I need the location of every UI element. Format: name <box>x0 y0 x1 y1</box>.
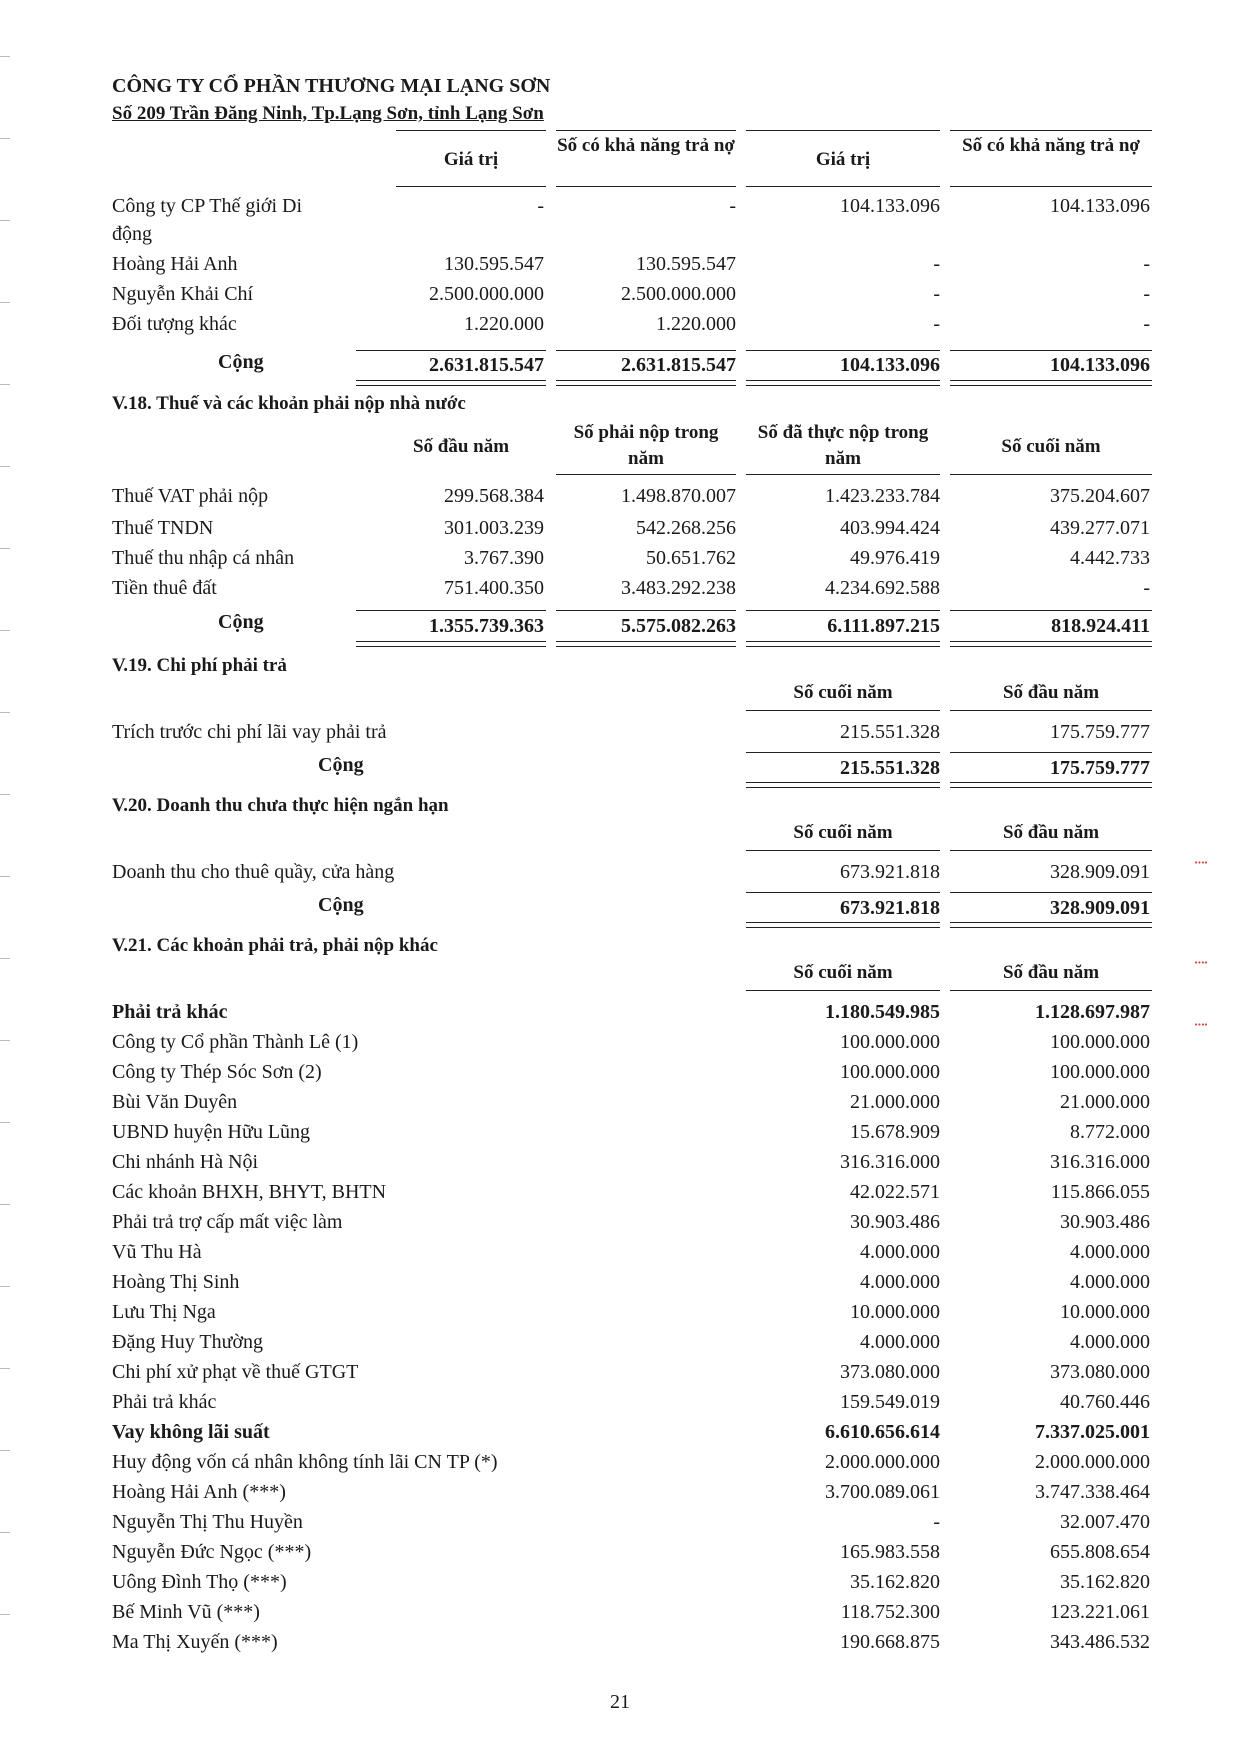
total-value: 175.759.777 <box>1050 757 1150 779</box>
cell-value: 373.080.000 <box>840 1361 940 1383</box>
company-name: CÔNG TY CỔ PHẦN THƯƠNG MẠI LẠNG SƠN <box>112 75 551 97</box>
total-label: Cộng <box>218 611 264 633</box>
cell-value: - <box>1143 577 1150 599</box>
cell-value: 1.220.000 <box>656 313 736 335</box>
cell-value: 751.400.350 <box>444 577 544 599</box>
cell-value: 115.866.055 <box>1050 1181 1150 1203</box>
header-rule <box>746 850 940 851</box>
edge-tick <box>0 466 10 467</box>
cell-value: 316.316.000 <box>1050 1151 1150 1173</box>
row-label: Vũ Thu Hà <box>112 1241 202 1263</box>
cell-value: 4.000.000 <box>1070 1271 1150 1293</box>
cell-value: 673.921.818 <box>840 861 940 883</box>
cell-value: 40.760.446 <box>1060 1391 1150 1413</box>
header-rule <box>746 186 940 187</box>
row-label: Công ty Cổ phần Thành Lê (1) <box>112 1031 359 1053</box>
double-underline <box>950 641 1152 647</box>
double-underline <box>950 782 1152 788</box>
cell-value: 1.180.549.985 <box>825 1001 940 1023</box>
cell-value: 1.128.697.987 <box>1035 1001 1150 1023</box>
total-rule <box>950 350 1152 351</box>
cell-value: 15.678.909 <box>850 1121 940 1143</box>
edge-tick <box>0 56 10 57</box>
col-header: Số đầu năm <box>1002 822 1100 843</box>
total-label: Cộng <box>318 754 364 776</box>
row-label: Thuế VAT phải nộp <box>112 485 269 507</box>
row-label: Phải trả trợ cấp mất việc làm <box>112 1211 343 1233</box>
cell-value: 4.000.000 <box>860 1241 940 1263</box>
row-label: Vay không lãi suất <box>112 1421 270 1443</box>
cell-value: - <box>1143 253 1150 275</box>
row-label: Công ty CP Thế giới Di <box>112 195 303 217</box>
total-value: 215.551.328 <box>840 757 940 779</box>
cell-value: 42.022.571 <box>850 1181 940 1203</box>
header-rule <box>396 130 546 131</box>
col-header: Số cuối năm <box>793 962 893 983</box>
cell-value: 4.000.000 <box>1070 1331 1150 1353</box>
row-label: Hoàng Thị Sinh <box>112 1271 240 1293</box>
header-rule <box>950 186 1152 187</box>
header-rule <box>950 710 1152 711</box>
cell-value: 165.983.558 <box>840 1541 940 1563</box>
cell-value: 375.204.607 <box>1050 485 1150 507</box>
cell-value: 10.000.000 <box>1060 1301 1150 1323</box>
total-rule <box>356 350 546 351</box>
row-label: Phải trả khác <box>112 1001 228 1023</box>
section-title-v18: V.18. Thuế và các khoản phải nộp nhà nước <box>112 393 466 414</box>
cell-value: 30.903.486 <box>850 1211 940 1233</box>
row-label: Lưu Thị Nga <box>112 1301 216 1323</box>
edge-tick <box>0 384 10 385</box>
col-header: Số đã thực nộp trong năm <box>757 422 929 469</box>
double-underline <box>950 922 1152 928</box>
row-label: Hoàng Hải Anh <box>112 253 238 275</box>
cell-value: 10.000.000 <box>850 1301 940 1323</box>
cell-value: 175.759.777 <box>1050 721 1150 743</box>
cell-value: - <box>537 195 544 217</box>
stamp-mark: ⁞ <box>1191 1021 1212 1028</box>
row-label: Chi nhánh Hà Nội <box>112 1151 259 1173</box>
cell-value: - <box>933 283 940 305</box>
cell-value: 2.000.000.000 <box>1035 1451 1150 1473</box>
header-rule <box>556 130 736 131</box>
row-label: Phải trả khác <box>112 1391 217 1413</box>
cell-value: 21.000.000 <box>1060 1091 1150 1113</box>
edge-tick <box>0 1532 10 1533</box>
cell-value: 4.000.000 <box>860 1271 940 1293</box>
row-label: Huy động vốn cá nhân không tính lãi CN TP (*) <box>112 1451 498 1473</box>
row-label: Uông Đình Thọ (***) <box>112 1571 287 1593</box>
section-title-v19: V.19. Chi phí phải trả <box>112 655 287 676</box>
cell-value: 190.668.875 <box>840 1631 940 1653</box>
cell-value: 100.000.000 <box>1050 1031 1150 1053</box>
row-label: Công ty Thép Sóc Sơn (2) <box>112 1061 322 1083</box>
cell-value: 123.221.061 <box>1050 1601 1150 1623</box>
cell-value: 3.747.338.464 <box>1035 1481 1150 1503</box>
cell-value: 215.551.328 <box>840 721 940 743</box>
cell-value: 299.568.384 <box>444 485 544 507</box>
cell-value: - <box>1143 283 1150 305</box>
double-underline <box>950 380 1152 386</box>
col-header: Số đầu năm <box>1002 962 1100 983</box>
cell-value: - <box>933 253 940 275</box>
cell-value: 35.162.820 <box>1060 1571 1150 1593</box>
cell-value: 50.651.762 <box>646 547 736 569</box>
cell-value: 6.610.656.614 <box>825 1421 940 1443</box>
cell-value: 100.000.000 <box>840 1061 940 1083</box>
row-label: Nguyễn Khải Chí <box>112 283 254 305</box>
cell-value: 3.700.089.061 <box>825 1481 940 1503</box>
col-header: Số phải nộp trong năm <box>573 422 719 469</box>
edge-tick <box>0 138 10 139</box>
header-rule <box>746 990 940 991</box>
cell-value: 4.234.692.588 <box>825 577 940 599</box>
total-rule <box>950 610 1152 611</box>
total-value: 818.924.411 <box>1051 615 1150 637</box>
row-label: Nguyễn Thị Thu Huyền <box>112 1511 303 1533</box>
edge-tick <box>0 1614 10 1615</box>
row-label: Ma Thị Xuyến (***) <box>112 1631 278 1653</box>
col-header: Số đầu năm <box>412 436 510 457</box>
cell-value: 1.498.870.007 <box>621 485 736 507</box>
cell-value: 2.000.000.000 <box>825 1451 940 1473</box>
total-value: 2.631.815.547 <box>429 354 544 376</box>
cell-value: 49.976.419 <box>850 547 940 569</box>
double-underline <box>556 641 736 647</box>
cell-value: 3.483.292.238 <box>621 577 736 599</box>
row-label-continued: động <box>112 223 152 245</box>
row-label: Hoàng Hải Anh (***) <box>112 1481 286 1503</box>
col-header: Giá trị <box>443 149 499 170</box>
cell-value: 32.007.470 <box>1060 1511 1150 1533</box>
cell-value: 8.772.000 <box>1070 1121 1150 1143</box>
cell-value: 130.595.547 <box>444 253 544 275</box>
cell-value: 104.133.096 <box>1050 195 1150 217</box>
total-value: 1.355.739.363 <box>429 615 544 637</box>
total-rule <box>746 610 940 611</box>
cell-value: 104.133.096 <box>840 195 940 217</box>
cell-value: - <box>933 1511 940 1533</box>
row-label: Thuế thu nhập cá nhân <box>112 547 295 569</box>
double-underline <box>746 782 940 788</box>
cell-value: 2.500.000.000 <box>429 283 544 305</box>
header-rule <box>746 474 940 475</box>
cell-value: 1.220.000 <box>464 313 544 335</box>
edge-tick <box>0 1040 10 1041</box>
total-value: 5.575.082.263 <box>621 615 736 637</box>
cell-value: 2.500.000.000 <box>621 283 736 305</box>
total-value: 6.111.897.215 <box>827 615 940 637</box>
cell-value: 100.000.000 <box>1050 1061 1150 1083</box>
cell-value: 403.994.424 <box>840 517 940 539</box>
total-value: 104.133.096 <box>1050 354 1150 376</box>
double-underline <box>746 641 940 647</box>
cell-value: 301.003.239 <box>444 517 544 539</box>
col-header: Số đầu năm <box>1002 682 1100 703</box>
row-label: Bùi Văn Duyên <box>112 1091 238 1113</box>
row-label: UBND huyện Hữu Lũng <box>112 1121 311 1143</box>
stamp-mark: ⁞ <box>1191 859 1212 866</box>
cell-value: - <box>729 195 736 217</box>
total-rule <box>746 752 940 753</box>
company-address: Số 209 Trần Đăng Ninh, Tp.Lạng Sơn, tỉnh Lạng Sơn <box>112 103 544 124</box>
cell-value: 316.316.000 <box>840 1151 940 1173</box>
cell-value: 35.162.820 <box>850 1571 940 1593</box>
total-rule <box>746 892 940 893</box>
cell-value: 21.000.000 <box>850 1091 940 1113</box>
total-rule <box>356 610 546 611</box>
cell-value: - <box>1143 313 1150 335</box>
total-value: 104.133.096 <box>840 354 940 376</box>
edge-tick <box>0 1122 10 1123</box>
cell-value: 439.277.071 <box>1050 517 1150 539</box>
edge-tick <box>0 794 10 795</box>
total-rule <box>950 892 1152 893</box>
header-rule <box>556 474 736 475</box>
header-rule <box>556 186 736 187</box>
total-label: Cộng <box>218 351 264 373</box>
col-header: Giá trị <box>815 149 871 170</box>
cell-value: 1.423.233.784 <box>825 485 940 507</box>
row-label: Bế Minh Vũ (***) <box>112 1601 260 1623</box>
row-label: Các khoản BHXH, BHYT, BHTN <box>112 1181 387 1203</box>
row-label: Tiền thuê đất <box>112 577 217 599</box>
cell-value: 3.767.390 <box>464 547 544 569</box>
total-label: Cộng <box>318 894 364 916</box>
edge-tick <box>0 548 10 549</box>
col-header: Số có khả năng trả nợ <box>557 135 735 156</box>
cell-value: 4.000.000 <box>1070 1241 1150 1263</box>
edge-tick <box>0 1368 10 1369</box>
cell-value: 4.000.000 <box>860 1331 940 1353</box>
total-value: 673.921.818 <box>840 897 940 919</box>
col-header: Số cuối năm <box>1001 436 1101 457</box>
cell-value: 7.337.025.001 <box>1035 1421 1150 1443</box>
header-rule <box>950 130 1152 131</box>
double-underline <box>746 380 940 386</box>
cell-value: 655.808.654 <box>1050 1541 1150 1563</box>
header-rule <box>950 474 1152 475</box>
row-label: Chi phí xử phạt về thuế GTGT <box>112 1361 359 1383</box>
edge-tick <box>0 958 10 959</box>
section-title-v21: V.21. Các khoản phải trả, phải nộp khác <box>112 935 438 956</box>
total-value: 328.909.091 <box>1050 897 1150 919</box>
edge-tick <box>0 220 10 221</box>
cell-value: 130.595.547 <box>636 253 736 275</box>
double-underline <box>356 380 546 386</box>
total-rule <box>746 350 940 351</box>
header-rule <box>746 710 940 711</box>
row-label: Đối tượng khác <box>112 313 237 335</box>
edge-tick <box>0 302 10 303</box>
row-label: Đặng Huy Thường <box>112 1331 264 1353</box>
page-number: 21 <box>610 1691 630 1713</box>
total-rule <box>950 752 1152 753</box>
cell-value: - <box>933 313 940 335</box>
cell-value: 328.909.091 <box>1050 861 1150 883</box>
cell-value: 4.442.733 <box>1070 547 1150 569</box>
header-rule <box>950 990 1152 991</box>
header-rule <box>746 130 940 131</box>
double-underline <box>356 641 546 647</box>
section-title-v20: V.20. Doanh thu chưa thực hiện ngắn hạn <box>112 795 449 816</box>
row-label: Nguyễn Đức Ngọc (***) <box>112 1541 312 1563</box>
edge-tick <box>0 630 10 631</box>
cell-value: 100.000.000 <box>840 1031 940 1053</box>
row-label: Trích trước chi phí lãi vay phải trả <box>112 721 387 743</box>
cell-value: 542.268.256 <box>636 517 736 539</box>
col-header: Số cuối năm <box>793 682 893 703</box>
edge-tick <box>0 876 10 877</box>
header-rule <box>396 186 546 187</box>
col-header: Số có khả năng trả nợ <box>962 135 1140 156</box>
cell-value: 343.486.532 <box>1050 1631 1150 1653</box>
double-underline <box>556 380 736 386</box>
total-rule <box>556 610 736 611</box>
edge-tick <box>0 1450 10 1451</box>
col-header: Số cuối năm <box>793 822 893 843</box>
stamp-mark: ⁞ <box>1191 959 1212 966</box>
cell-value: 118.752.300 <box>840 1601 940 1623</box>
cell-value: 373.080.000 <box>1050 1361 1150 1383</box>
row-label: Thuế TNDN <box>112 517 214 539</box>
total-rule <box>556 350 736 351</box>
cell-value: 30.903.486 <box>1060 1211 1150 1233</box>
header-rule <box>950 850 1152 851</box>
double-underline <box>746 922 940 928</box>
total-value: 2.631.815.547 <box>621 354 736 376</box>
cell-value: 159.549.019 <box>840 1391 940 1413</box>
edge-tick <box>0 712 10 713</box>
row-label: Doanh thu cho thuê quầy, cửa hàng <box>112 861 395 883</box>
edge-tick <box>0 1286 10 1287</box>
edge-tick <box>0 1204 10 1205</box>
